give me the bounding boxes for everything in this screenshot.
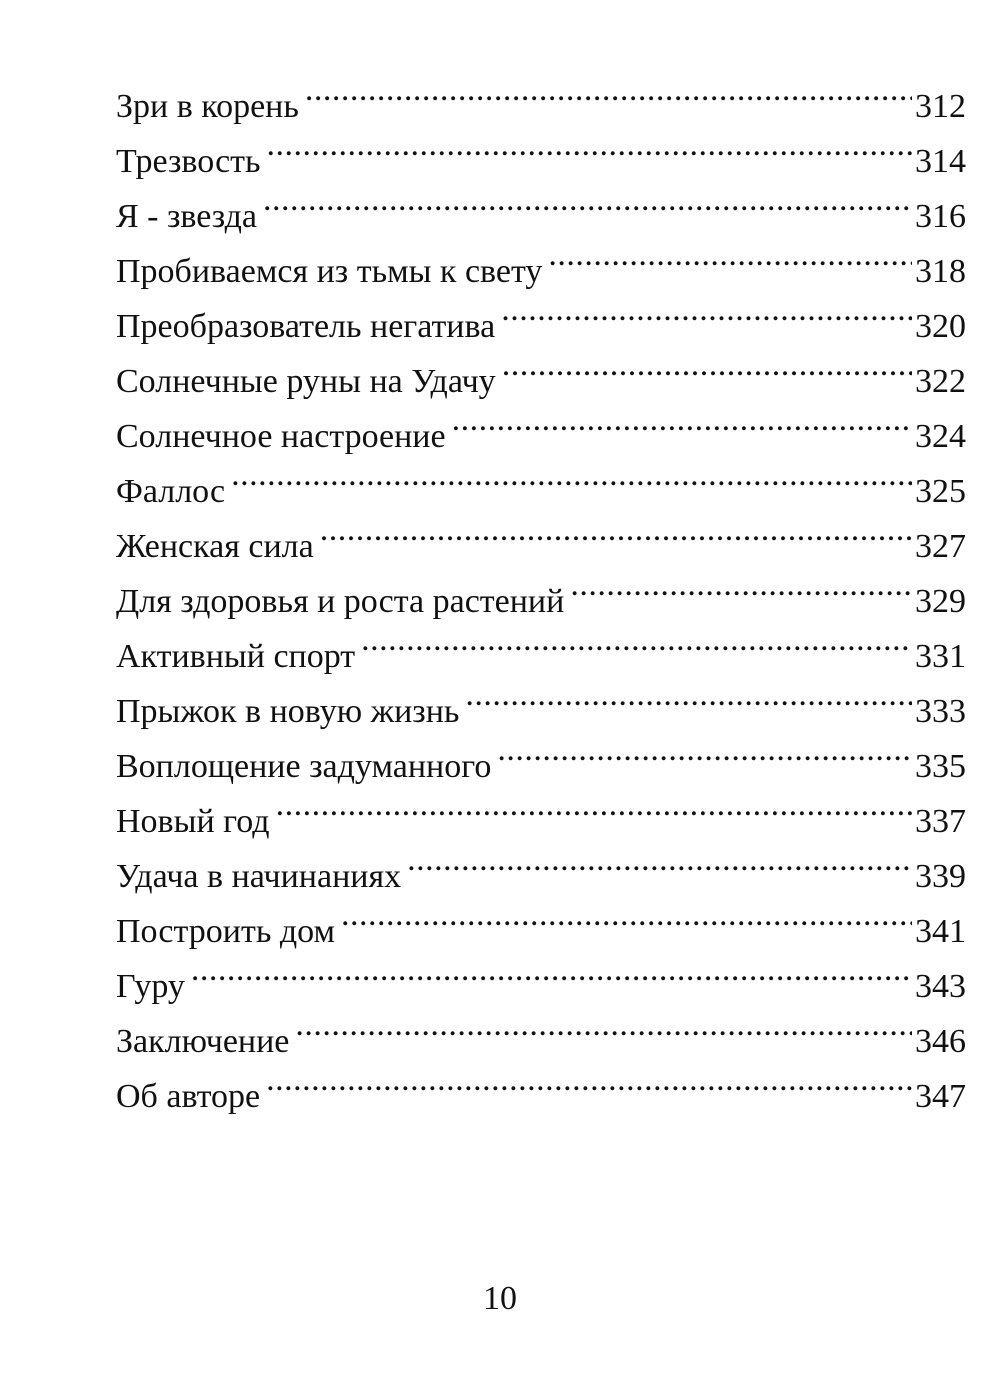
toc-dot-leader [361, 612, 912, 667]
toc-entry-title: Гуру [116, 968, 185, 1005]
toc-entry-title: Солнечные руны на Удачу [116, 363, 496, 400]
toc-entry-title: Женская сила [116, 528, 314, 565]
toc-entry-title: Построить дом [116, 913, 335, 950]
toc-entry [116, 997, 966, 1060]
toc-entry-page: 339 [915, 858, 966, 895]
toc-dot-leader [501, 282, 912, 337]
toc-entry-title: Для здоровья и роста растений [116, 583, 565, 620]
toc-entry-page: 335 [915, 748, 966, 785]
toc-entry [116, 942, 966, 1005]
toc-entry-page: 320 [915, 308, 966, 345]
toc-entry-title: Зри в корень [116, 88, 299, 125]
toc-entry-page: 331 [915, 638, 966, 675]
toc-dot-leader [502, 337, 912, 392]
toc-entry-page: 341 [915, 913, 966, 950]
page-number: 10 [483, 1280, 517, 1317]
toc-dot-leader [231, 447, 912, 502]
toc-dot-leader [497, 722, 912, 777]
toc-dot-leader [320, 502, 912, 557]
toc-dot-leader [263, 172, 912, 227]
toc-entry-title: Солнечное настроение [116, 418, 446, 455]
toc-dot-leader [305, 62, 912, 117]
toc-entry-page: 316 [915, 198, 966, 235]
toc-entry-page: 324 [915, 418, 966, 455]
toc-entry-title: Активный спорт [116, 638, 356, 675]
toc-dot-leader [452, 392, 912, 447]
toc-entry-page: 318 [915, 253, 966, 290]
toc-dot-leader [266, 1052, 912, 1107]
toc-dot-leader [276, 777, 912, 832]
toc-entry-title: Об авторе [116, 1078, 261, 1115]
toc-entry-page: 333 [915, 693, 966, 730]
toc-entry-page: 327 [915, 528, 966, 565]
toc-entry-page: 346 [915, 1023, 966, 1060]
toc-dot-leader [191, 942, 912, 997]
toc-dot-leader [295, 997, 912, 1052]
toc-entry [116, 62, 966, 125]
toc-entry-title: Фаллос [116, 473, 226, 510]
toc-entry-title: Пробиваемся из тьмы к свету [116, 253, 543, 290]
toc-entry-page: 314 [915, 143, 966, 180]
toc-dot-leader [465, 667, 912, 722]
toc-dot-leader [407, 832, 912, 887]
toc-entry-page: 337 [915, 803, 966, 840]
toc-dot-leader [341, 887, 912, 942]
toc-entry [116, 447, 966, 510]
toc-entry-title: Воплощение задуманного [116, 748, 492, 785]
toc-dot-leader [570, 557, 912, 612]
toc-entry-title: Я - звезда [116, 198, 257, 235]
toc-entry-title: Заключение [116, 1023, 290, 1060]
toc-dot-leader [267, 117, 912, 172]
toc-entry [116, 502, 966, 565]
toc-entry-page: 329 [915, 583, 966, 620]
toc-entry-page: 322 [915, 363, 966, 400]
toc-entry-title: Преобразователь негатива [116, 308, 496, 345]
toc-entry-page: 347 [915, 1078, 966, 1115]
table-of-contents [116, 62, 966, 1115]
toc-entry-title: Удача в начинаниях [116, 858, 402, 895]
toc-entry-page: 312 [915, 88, 966, 125]
toc-entry-title: Прыжок в новую жизнь [116, 693, 460, 730]
toc-entry-page: 325 [915, 473, 966, 510]
toc-entry-title: Новый год [116, 803, 270, 840]
toc-dot-leader [548, 227, 912, 282]
toc-entry-page: 343 [915, 968, 966, 1005]
toc-entry-title: Трезвость [116, 143, 261, 180]
